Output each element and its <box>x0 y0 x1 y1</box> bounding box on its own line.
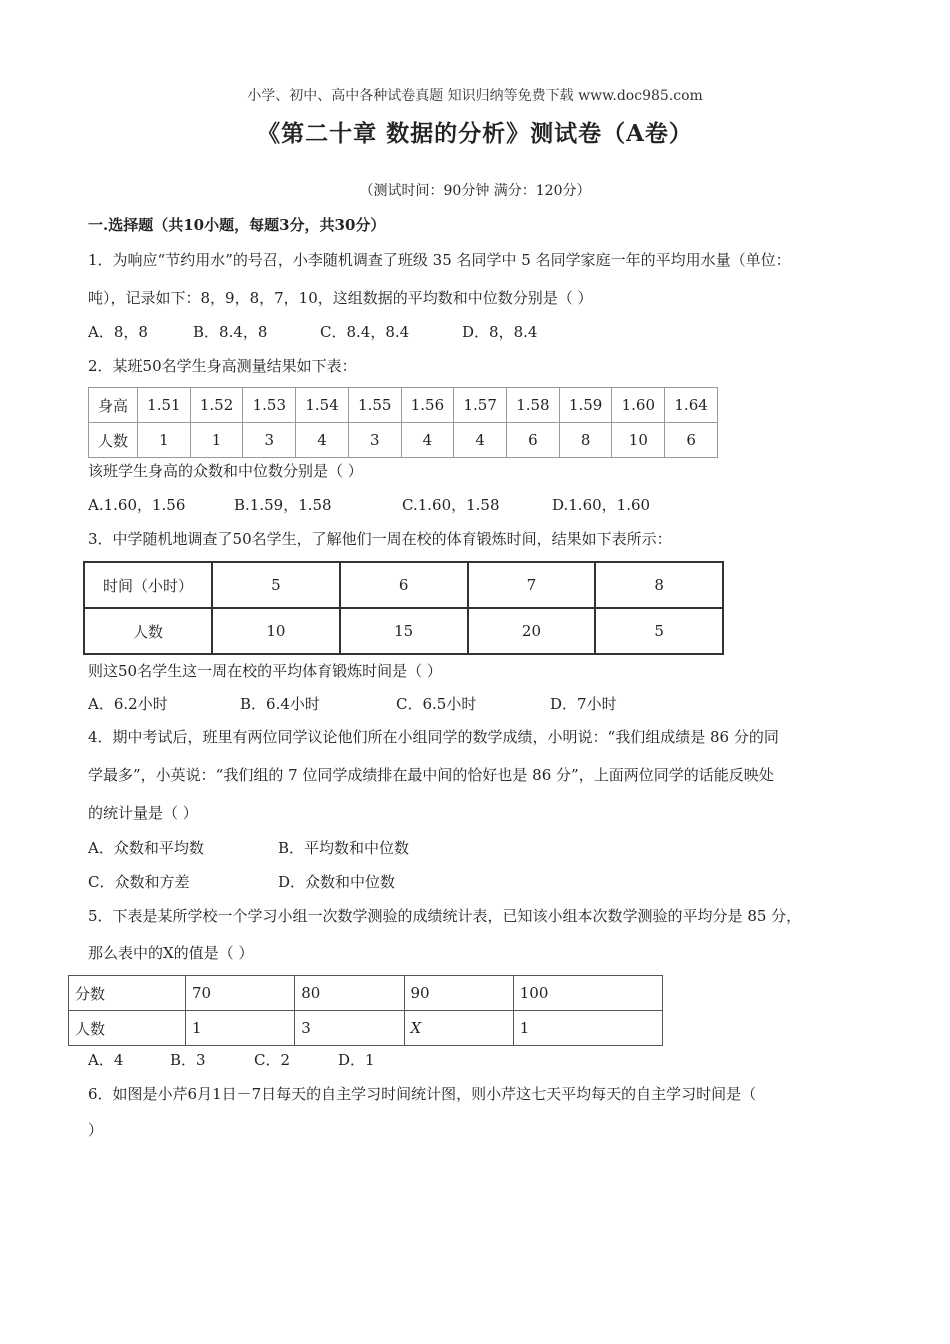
table-cell: 1.58 <box>507 388 560 423</box>
table-cell: 15 <box>340 608 468 654</box>
option-b: B．3 <box>170 1051 206 1069</box>
table-row <box>69 976 663 1011</box>
option-c: C．众数和方差 <box>88 873 190 891</box>
question-4-text-3: 的统计量是（ ） <box>88 804 198 822</box>
table-cell: 1 <box>190 423 243 458</box>
question-2-text: 2．某班50名学生身高测量结果如下表： <box>88 357 357 375</box>
test-info: （测试时间：90分钟 满分：120分） <box>359 183 591 199</box>
option-a: A．6.2小时 <box>88 695 168 713</box>
page-header: 小学、初中、高中各种试卷真题 知识归纳等免费下载 www.doc985.com <box>247 88 703 104</box>
table-cell: 人数 <box>84 608 212 654</box>
question-2-options <box>88 495 650 515</box>
question-1-options <box>88 322 537 342</box>
option-d: D．1 <box>338 1051 375 1069</box>
table-cell: 1 <box>138 423 191 458</box>
question-3-prompt: 则这50名学生这一周在校的平均体育锻炼时间是（ ） <box>88 662 442 680</box>
table-cell: 1.64 <box>665 388 718 423</box>
table-cell: 人数 <box>89 423 138 458</box>
table-cell: 1.55 <box>348 388 401 423</box>
option-b: B．8.4，8 <box>193 323 268 341</box>
table-cell: 人数 <box>69 1011 186 1046</box>
table-cell: 1.56 <box>401 388 454 423</box>
option-a: A．众数和平均数 <box>88 839 204 857</box>
question-4-text-2: 学最多”，小英说：“我们组的 7 位同学成绩排在最中间的恰好也是 86 分”，上面两位同学的话能反映处 <box>88 766 774 784</box>
table-cell: 90 <box>404 976 513 1011</box>
question-4-options-row-2 <box>88 872 395 892</box>
section-heading: 一.选择题（共10小题，每题3分，共30分） <box>88 216 386 234</box>
option-d: D．8，8.4 <box>462 323 538 341</box>
option-d: D．众数和中位数 <box>278 873 396 891</box>
option-d: D.1.60，1.60 <box>552 496 651 514</box>
table-cell: 6 <box>507 423 560 458</box>
table-cell: 4 <box>454 423 507 458</box>
table-cell: 1.60 <box>612 388 665 423</box>
table-cell: 4 <box>401 423 454 458</box>
table-cell: 5 <box>595 608 723 654</box>
table-cell: 分数 <box>69 976 186 1011</box>
table-cell: 80 <box>295 976 404 1011</box>
height-table <box>88 387 718 458</box>
option-b: B.1.59，1.58 <box>234 496 332 514</box>
question-4-options-row-1 <box>88 838 409 858</box>
table-cell: 8 <box>559 423 612 458</box>
option-a: A．4 <box>88 1051 124 1069</box>
table-cell: 20 <box>468 608 596 654</box>
question-2-prompt: 该班学生身高的众数和中位数分别是（ ） <box>88 462 363 480</box>
table-cell: 1 <box>186 1011 295 1046</box>
question-3-text: 3．中学随机地调查了50名学生，了解他们一周在校的体育锻炼时间，结果如下表所示： <box>88 530 672 548</box>
table-row <box>89 423 718 458</box>
table-cell: 5 <box>212 562 340 608</box>
table-cell: 6 <box>665 423 718 458</box>
option-c: C．2 <box>254 1051 291 1069</box>
table-cell: 1.52 <box>190 388 243 423</box>
table-cell: 时间（小时） <box>84 562 212 608</box>
table-cell: 3 <box>295 1011 404 1046</box>
table-row <box>89 388 718 423</box>
table-cell: 8 <box>595 562 723 608</box>
option-c: C．8.4，8.4 <box>320 323 410 341</box>
table-cell: 10 <box>212 608 340 654</box>
question-1-text-2: 吨），记录如下：8，9，8，7，10，这组数据的平均数和中位数分别是（ ） <box>88 289 593 307</box>
option-c: C.1.60，1.58 <box>402 496 500 514</box>
option-d: D．7小时 <box>550 695 617 713</box>
table-cell: 100 <box>513 976 662 1011</box>
question-5-options <box>88 1050 375 1070</box>
exercise-time-table <box>83 561 724 655</box>
table-cell: 1.51 <box>138 388 191 423</box>
table-cell: 6 <box>340 562 468 608</box>
table-cell: 7 <box>468 562 596 608</box>
option-c: C．6.5小时 <box>396 695 477 713</box>
option-a: A.1.60，1.56 <box>88 496 186 514</box>
table-cell: 1.57 <box>454 388 507 423</box>
page-title: 《第二十章 数据的分析》测试卷（A卷） <box>257 120 693 147</box>
table-row <box>84 562 723 608</box>
table-cell: 10 <box>612 423 665 458</box>
question-6-text-2: ） <box>88 1121 104 1139</box>
question-5-text-2: 那么表中的X的值是（ ） <box>88 944 254 962</box>
question-3-options <box>88 694 617 714</box>
option-a: A．8，8 <box>88 323 148 341</box>
table-row <box>84 608 723 654</box>
table-cell: 1 <box>513 1011 662 1046</box>
option-b: B．平均数和中位数 <box>278 839 410 857</box>
question-6-text: 6．如图是小芹6月1日－7日每天的自主学习时间统计图，则小芹这七天平均每天的自主学习时间是（ <box>88 1085 757 1103</box>
table-cell: 身高 <box>89 388 138 423</box>
table-cell: 3 <box>243 423 296 458</box>
score-table <box>68 975 663 1046</box>
option-b: B．6.4小时 <box>240 695 320 713</box>
question-5-text: 5．下表是某所学校一个学习小组一次数学测验的成绩统计表，已知该小组本次数学测验的平均分是 85 分， <box>88 907 802 925</box>
table-cell: 1.59 <box>559 388 612 423</box>
table-cell: 3 <box>348 423 401 458</box>
table-row <box>69 1011 663 1046</box>
question-4-text: 4．期中考试后，班里有两位同学议论他们所在小组同学的数学成绩，小明说：“我们组成绩是 86 分的同 <box>88 728 779 746</box>
table-cell: 1.54 <box>296 388 349 423</box>
table-cell: 70 <box>186 976 295 1011</box>
question-1-text: 1．为响应“节约用水”的号召，小李随机调查了班级 35 名同学中 5 名同学家庭一年的平均用水量（单位： <box>88 251 791 269</box>
table-cell: 1.53 <box>243 388 296 423</box>
table-cell: X <box>404 1011 513 1046</box>
table-cell: 4 <box>296 423 349 458</box>
